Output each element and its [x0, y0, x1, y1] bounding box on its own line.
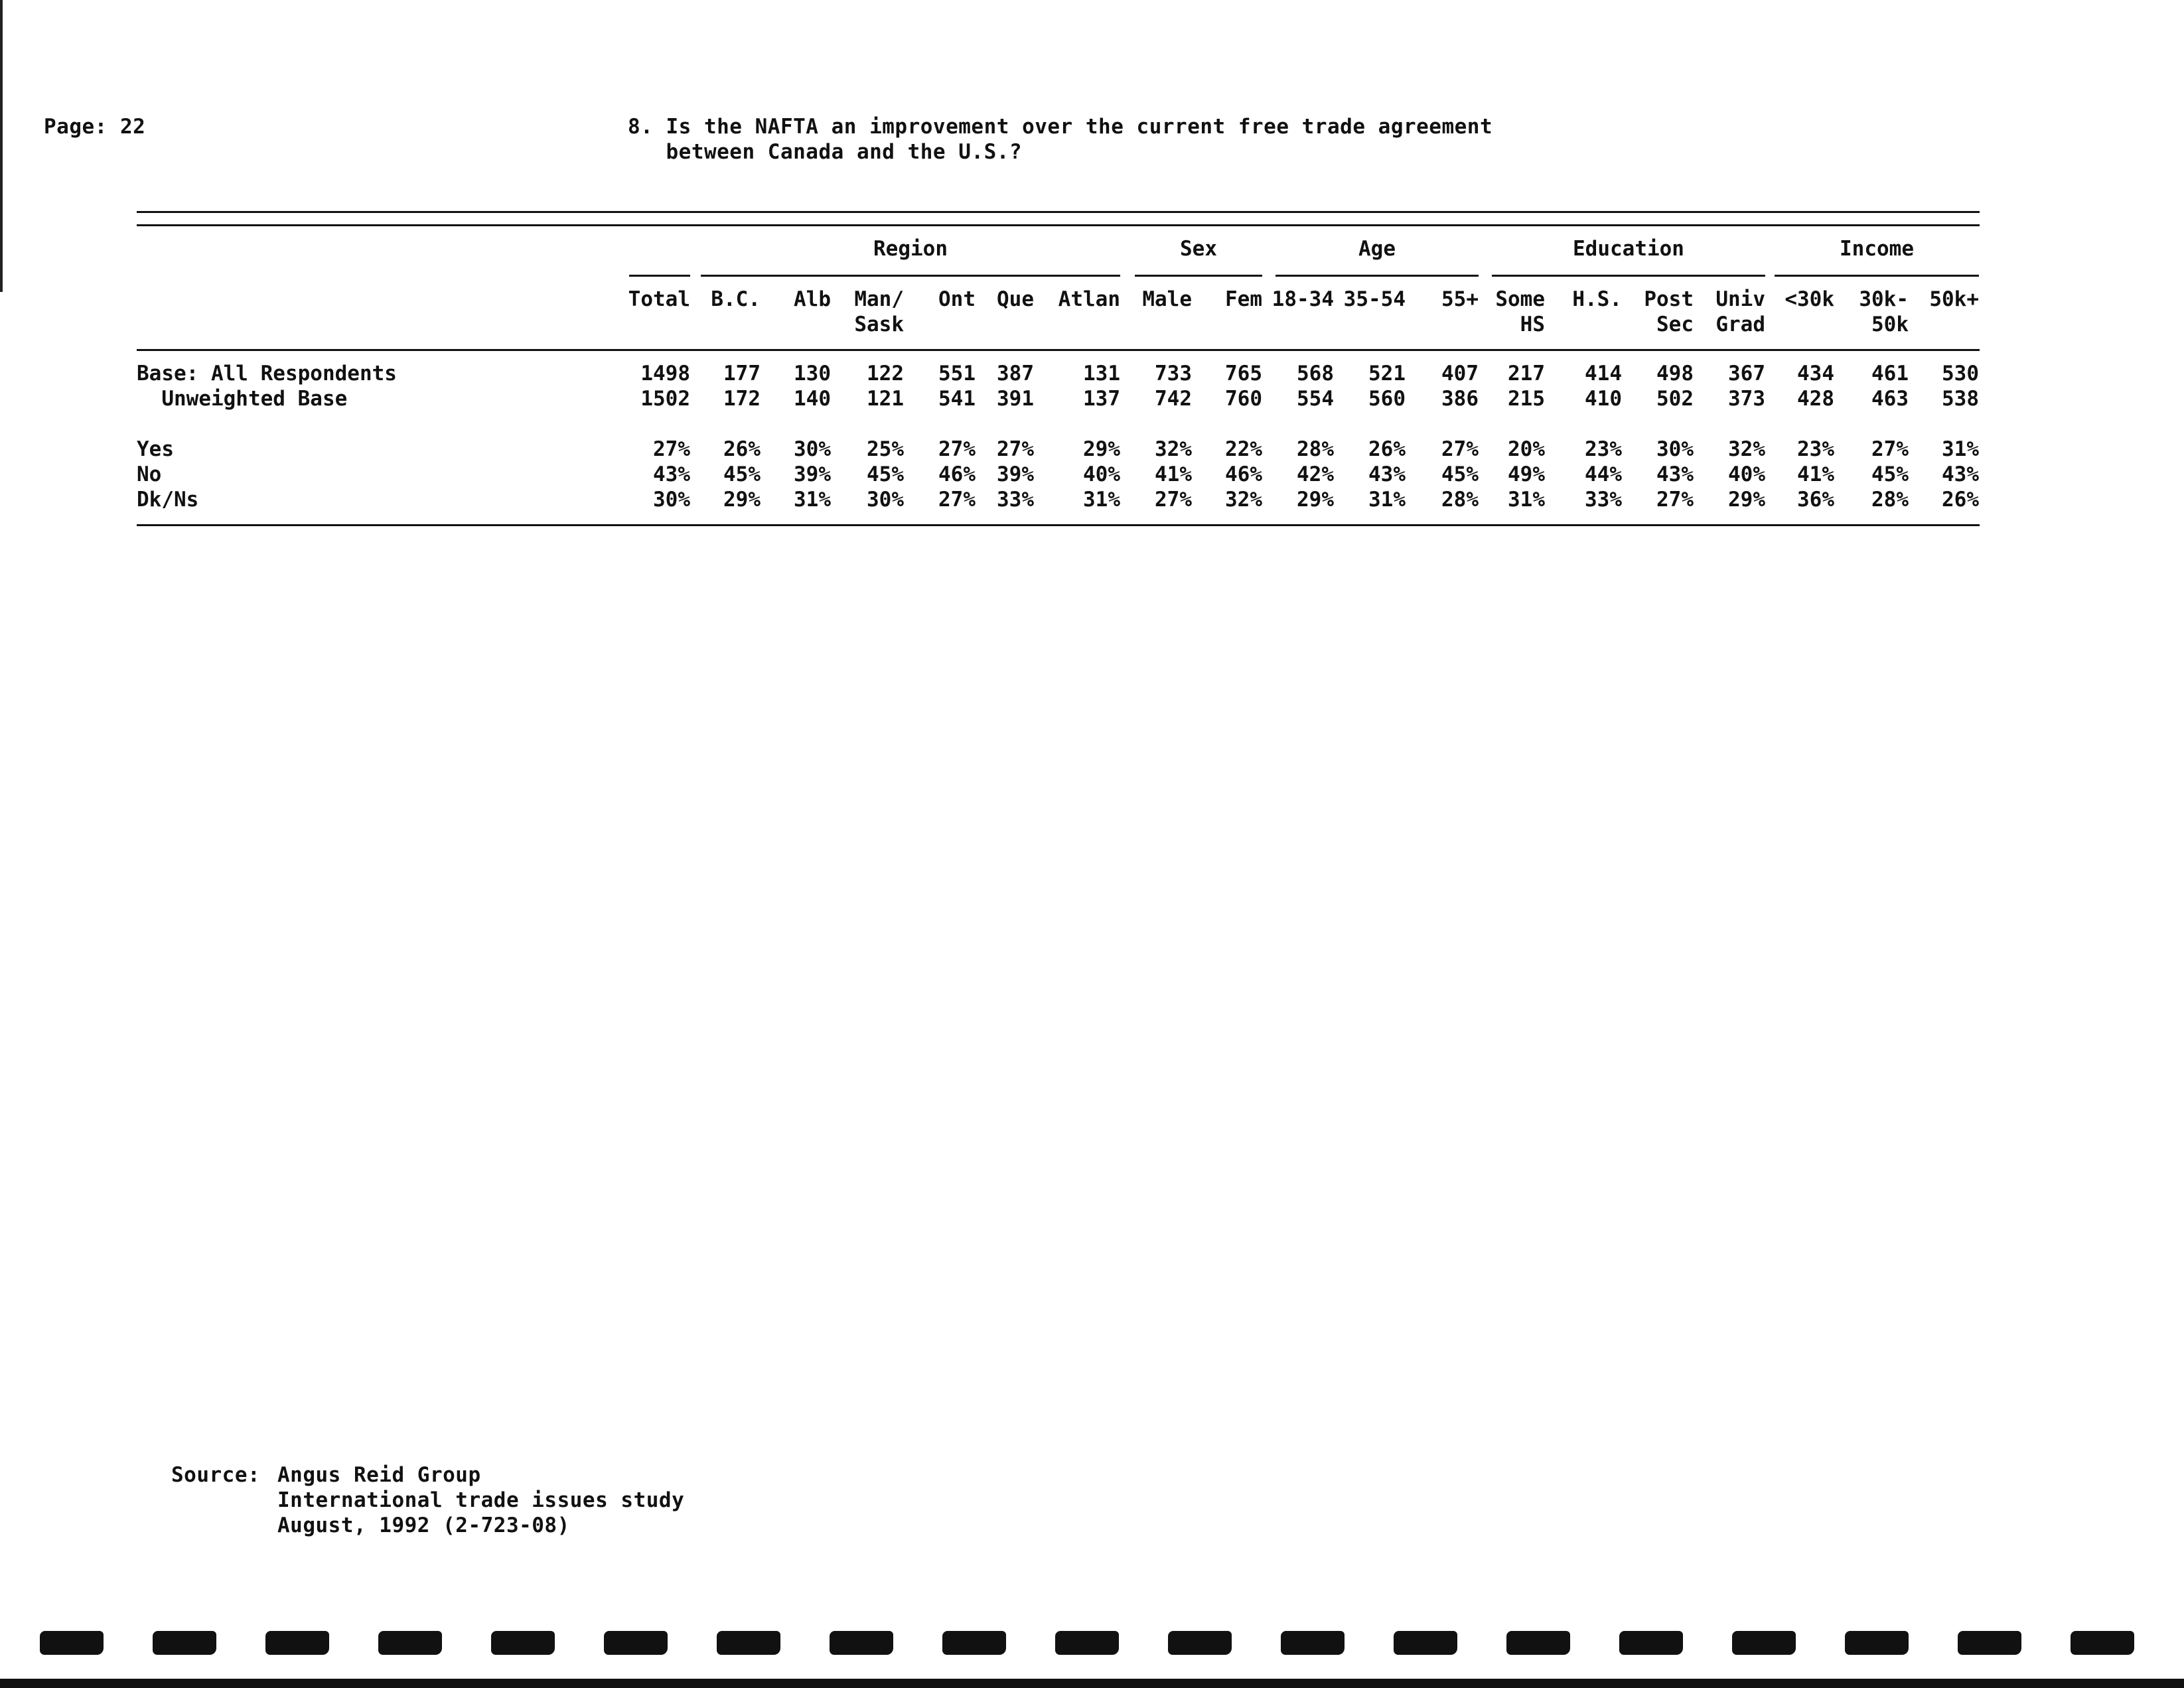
row-label: No [137, 462, 162, 486]
table-cell: 391 [997, 387, 1034, 411]
table-cell: 1498 [640, 362, 690, 386]
table-cell: 26% [1942, 488, 1979, 512]
table-cell: 521 [1368, 362, 1406, 386]
column-group-label: Region [873, 237, 948, 261]
column-header: Fem [1225, 287, 1262, 311]
table-cell: 26% [723, 437, 761, 461]
column-header: Atlan [1058, 287, 1120, 311]
table-cell: 31% [1368, 488, 1406, 512]
table-cell: 32% [1225, 488, 1262, 512]
column-header-sub: Sec [1656, 313, 1694, 336]
table-cell: 541 [938, 387, 976, 411]
table-cell: 28% [1871, 488, 1909, 512]
table-cell: 27% [997, 437, 1034, 461]
table-cell: 461 [1871, 362, 1909, 386]
column-header: 55+ [1441, 287, 1479, 311]
punch-tab [1845, 1631, 1909, 1655]
table-cell: 131 [1083, 362, 1120, 386]
column-header-sub: 50k [1871, 313, 1909, 336]
table-cell: 29% [723, 488, 761, 512]
punch-tab [1619, 1631, 1683, 1655]
table-cell: 140 [794, 387, 831, 411]
table-cell: 27% [1441, 437, 1479, 461]
table-cell: 28% [1441, 488, 1479, 512]
table-cell: 27% [653, 437, 690, 461]
table-cell: 367 [1728, 362, 1765, 386]
column-group-label: Income [1840, 237, 1914, 261]
punch-tab [1506, 1631, 1570, 1655]
table-cell: 26% [1368, 437, 1406, 461]
table-cell: 32% [1728, 437, 1765, 461]
punch-tab [1055, 1631, 1119, 1655]
table-cell: 30% [794, 437, 831, 461]
column-header-sub: HS [1520, 313, 1545, 336]
page-left-edge [0, 0, 3, 292]
table-cell: 40% [1728, 462, 1765, 486]
table-cell: 502 [1656, 387, 1694, 411]
column-group-rule [701, 275, 1120, 277]
table-cell: 29% [1728, 488, 1765, 512]
table-cell: 40% [1083, 462, 1120, 486]
table-top-rule-2 [137, 224, 1980, 226]
table-cell: 414 [1585, 362, 1622, 386]
column-group-label: Sex [1180, 237, 1217, 261]
punch-tab [153, 1631, 216, 1655]
table-cell: 23% [1585, 437, 1622, 461]
table-cell: 31% [1508, 488, 1545, 512]
column-header: Some [1495, 287, 1545, 311]
column-header: Alb [794, 287, 831, 311]
table-cell: 742 [1155, 387, 1192, 411]
column-header: Univ [1715, 287, 1765, 311]
column-header: Que [997, 287, 1034, 311]
column-group-rule [1275, 275, 1479, 277]
table-cell: 39% [794, 462, 831, 486]
punch-tab [491, 1631, 555, 1655]
table-cell: 137 [1083, 387, 1120, 411]
punch-tab [604, 1631, 668, 1655]
table-bottom-rule [137, 524, 1980, 526]
table-cell: 30% [1656, 437, 1694, 461]
table-cell: 29% [1083, 437, 1120, 461]
punch-tab [1168, 1631, 1232, 1655]
table-cell: 130 [794, 362, 831, 386]
table-cell: 28% [1297, 437, 1334, 461]
table-cell: 20% [1508, 437, 1545, 461]
table-cell: 121 [867, 387, 904, 411]
table-cell: 568 [1297, 362, 1334, 386]
question-line-1: 8. Is the NAFTA an improvement over the current free trade agreement [628, 115, 1493, 139]
punch-tab [1958, 1631, 2021, 1655]
column-header: 35-54 [1343, 287, 1406, 311]
source-line-1: Angus Reid Group [277, 1463, 481, 1487]
column-header-sub: Grad [1715, 313, 1765, 336]
table-cell: 39% [997, 462, 1034, 486]
row-label: Dk/Ns [137, 488, 199, 512]
table-cell: 45% [867, 462, 904, 486]
table-cell: 27% [938, 437, 976, 461]
table-cell: 215 [1508, 387, 1545, 411]
table-cell: 31% [794, 488, 831, 512]
table-cell: 177 [723, 362, 761, 386]
column-header: Ont [938, 287, 976, 311]
column-header: 30k- [1859, 287, 1909, 311]
column-group-rule [1775, 275, 1979, 277]
punch-tab [1732, 1631, 1796, 1655]
table-cell: 560 [1368, 387, 1406, 411]
table-cell: 33% [1585, 488, 1622, 512]
table-cell: 33% [997, 488, 1034, 512]
bottom-edge-bar [0, 1679, 2184, 1688]
punch-tab [942, 1631, 1006, 1655]
table-cell: 41% [1797, 462, 1834, 486]
punch-tab [2071, 1631, 2134, 1655]
table-cell: 765 [1225, 362, 1262, 386]
column-group-rule [1135, 275, 1262, 277]
table-cell: 41% [1155, 462, 1192, 486]
table-cell: 29% [1297, 488, 1334, 512]
table-cell: 27% [1871, 437, 1909, 461]
table-cell: 407 [1441, 362, 1479, 386]
table-cell: 49% [1508, 462, 1545, 486]
punch-tab [1281, 1631, 1345, 1655]
column-header: <30k [1784, 287, 1834, 311]
total-column-rule [629, 275, 690, 277]
punch-tab-strip [40, 1626, 2150, 1659]
table-cell: 31% [1942, 437, 1979, 461]
punch-tab [265, 1631, 329, 1655]
table-cell: 27% [938, 488, 976, 512]
punch-tab [1394, 1631, 1457, 1655]
table-cell: 32% [1155, 437, 1192, 461]
table-cell: 538 [1942, 387, 1979, 411]
table-cell: 217 [1508, 362, 1545, 386]
table-cell: 760 [1225, 387, 1262, 411]
column-header: B.C. [711, 287, 761, 311]
table-cell: 1502 [640, 387, 690, 411]
table-cell: 42% [1297, 462, 1334, 486]
table-cell: 434 [1797, 362, 1834, 386]
table-cell: 530 [1942, 362, 1979, 386]
table-cell: 36% [1797, 488, 1834, 512]
table-cell: 43% [1656, 462, 1694, 486]
table-cell: 43% [1368, 462, 1406, 486]
table-cell: 31% [1083, 488, 1120, 512]
source-line-3: August, 1992 (2-723-08) [277, 1513, 570, 1537]
table-cell: 46% [1225, 462, 1262, 486]
page-number: Page: 22 [44, 115, 146, 139]
table-cell: 46% [938, 462, 976, 486]
table-cell: 30% [867, 488, 904, 512]
punch-tab [830, 1631, 893, 1655]
table-cell: 27% [1656, 488, 1694, 512]
table-cell: 373 [1728, 387, 1765, 411]
column-header: Post [1644, 287, 1694, 311]
table-cell: 25% [867, 437, 904, 461]
table-top-rule [137, 211, 1980, 213]
table-cell: 23% [1797, 437, 1834, 461]
table-cell: 43% [1942, 462, 1979, 486]
column-header: Man/ [854, 287, 904, 311]
row-label: Base: All Respondents [137, 362, 397, 386]
table-cell: 387 [997, 362, 1034, 386]
question-line-2: between Canada and the U.S.? [628, 140, 1023, 164]
table-cell: 554 [1297, 387, 1334, 411]
source-label: Source: [171, 1463, 261, 1487]
punch-tab [378, 1631, 442, 1655]
column-header: 18-34 [1272, 287, 1334, 311]
table-cell: 30% [653, 488, 690, 512]
table-cell: 45% [1441, 462, 1479, 486]
table-cell: 733 [1155, 362, 1192, 386]
column-header: H.S. [1572, 287, 1622, 311]
table-cell: 386 [1441, 387, 1479, 411]
table-cell: 27% [1155, 488, 1192, 512]
table-cell: 172 [723, 387, 761, 411]
table-cell: 45% [1871, 462, 1909, 486]
row-label: Unweighted Base [137, 387, 348, 411]
punch-tab [717, 1631, 780, 1655]
table-cell: 43% [653, 462, 690, 486]
column-header: 50k+ [1929, 287, 1979, 311]
table-cell: 22% [1225, 437, 1262, 461]
header-bottom-rule [137, 349, 1980, 351]
table-cell: 122 [867, 362, 904, 386]
column-group-rule [1492, 275, 1765, 277]
table-cell: 498 [1656, 362, 1694, 386]
column-header-sub: Sask [854, 313, 904, 336]
table-cell: 463 [1871, 387, 1909, 411]
table-cell: 428 [1797, 387, 1834, 411]
table-cell: 410 [1585, 387, 1622, 411]
table-cell: 44% [1585, 462, 1622, 486]
column-group-label: Education [1573, 237, 1684, 261]
column-header: Male [1142, 287, 1192, 311]
column-header: Total [628, 287, 690, 311]
punch-tab [40, 1631, 104, 1655]
table-cell: 551 [938, 362, 976, 386]
column-group-label: Age [1358, 237, 1396, 261]
row-label: Yes [137, 437, 174, 461]
source-line-2: International trade issues study [277, 1488, 685, 1512]
table-cell: 45% [723, 462, 761, 486]
